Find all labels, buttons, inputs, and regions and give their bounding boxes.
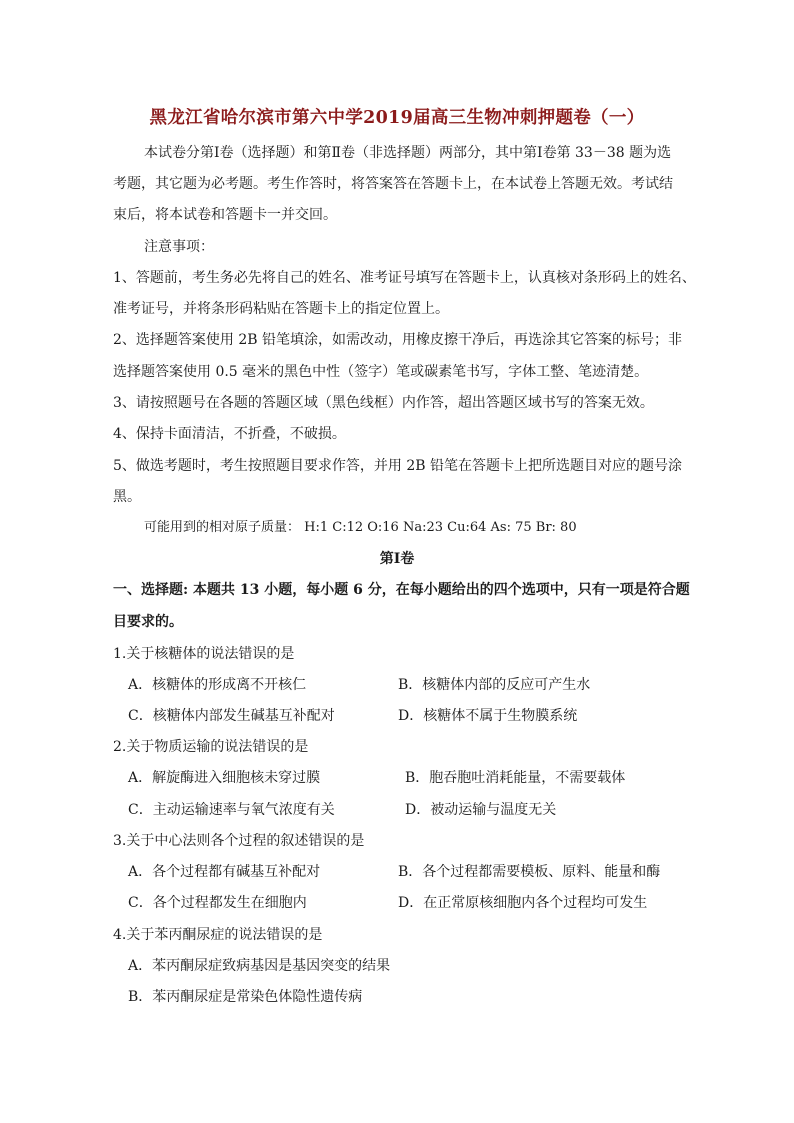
section-title: 第Ⅰ卷	[379, 551, 415, 567]
notice-item-4: 4、保持卡面清洁，不折叠，不破损。	[113, 426, 346, 442]
question-3-option-d: D．在正常原核细胞内各个过程均可发生	[398, 895, 648, 911]
notice-item-2-a: 2、选择题答案使用 2B 铅笔填涂，如需改动，用橡皮擦干净后，再选涂其它答案的标号；非	[113, 332, 683, 348]
notice-item-1-a: 1、答题前，考生务必先将自己的姓名、准考证号填写在答题卡上，认真核对条形码上的姓名、	[113, 270, 696, 286]
section1-heading-line-1: 一、选择题: 本题共 13 小题，每小题 6 分，在每小题给出的四个选项中，只有一项是符合题	[113, 582, 690, 598]
exam-title: 黑龙江省哈尔滨市第六中学2019届高三生物冲刺押题卷（一）	[149, 108, 645, 128]
question-4-option-b: B．苯丙酮尿症是常染色体隐性遗传病	[128, 989, 363, 1005]
question-3-option-c: C．各个过程都发生在细胞内	[128, 895, 307, 911]
notice-item-5-b: 黑。	[113, 489, 141, 505]
question-3-option-b: B．各个过程都需要模板、原料、能量和酶	[398, 864, 661, 880]
notice-item-5-a: 5、做选考题时，考生按照题目要求作答，并用 2B 铅笔在答题卡上把所选题目对应的题号涂	[113, 458, 683, 474]
notice-item-3: 3、请按照题号在各题的答题区域（黑色线框）内作答，超出答题区域书写的答案无效。	[113, 395, 654, 411]
atomic-mass-line: 可能用到的相对原子质量： H:1 C:12 O:16 Na:23 Cu:64 As: 75 Br: 80	[144, 520, 577, 535]
question-2-option-b: B．胞吞胞吐消耗能量，不需要载体	[405, 770, 626, 786]
question-2-option-a: A．解旋酶进入细胞核未穿过膜	[128, 770, 321, 786]
notice-item-1-b: 准考证号，并将条形码粘贴在答题卡上的指定位置上。	[113, 301, 449, 317]
question-4-option-a: A．苯丙酮尿症致病基因是基因突变的结果	[128, 958, 391, 974]
question-1-option-d: D．核糖体不属于生物膜系统	[398, 708, 578, 724]
question-1-option-a: A．核糖体的形成离不开核仁	[128, 677, 307, 693]
question-1-stem: 1.关于核糖体的说法错误的是	[113, 646, 295, 662]
intro-line-3: 束后，将本试卷和答题卡一并交回。	[113, 207, 337, 223]
question-1-option-c: C．核糖体内部发生碱基互补配对	[128, 708, 335, 724]
intro-line-2: 考题，其它题为必考题。考生作答时，将答案答在答题卡上，在本试卷上答题无效。考试结	[113, 176, 673, 192]
question-2-option-d: D．被动运输与温度无关	[405, 802, 557, 818]
question-2-option-c: C．主动运输速率与氧气浓度有关	[128, 802, 335, 818]
question-3-option-a: A．各个过程都有碱基互补配对	[128, 864, 321, 880]
intro-line-1: 本试卷分第Ⅰ卷（选择题）和第Ⅱ卷（非选择题）两部分，其中第Ⅰ卷第 33－38 题为选	[144, 145, 672, 161]
section1-heading-line-2: 目要求的。	[113, 614, 183, 630]
question-1-option-b: B．核糖体内部的反应可产生水	[398, 677, 591, 693]
notice-heading: 注意事项：	[144, 239, 214, 255]
question-2-stem: 2.关于物质运输的说法错误的是	[113, 739, 309, 755]
notice-item-2-b: 选择题答案使用 0.5 毫米的黑色中性（签字）笔或碳素笔书写，字体工整、笔迹清楚。	[113, 364, 649, 380]
question-4-stem: 4.关于苯丙酮尿症的说法错误的是	[113, 927, 323, 943]
question-3-stem: 3.关于中心法则各个过程的叙述错误的是	[113, 833, 365, 849]
